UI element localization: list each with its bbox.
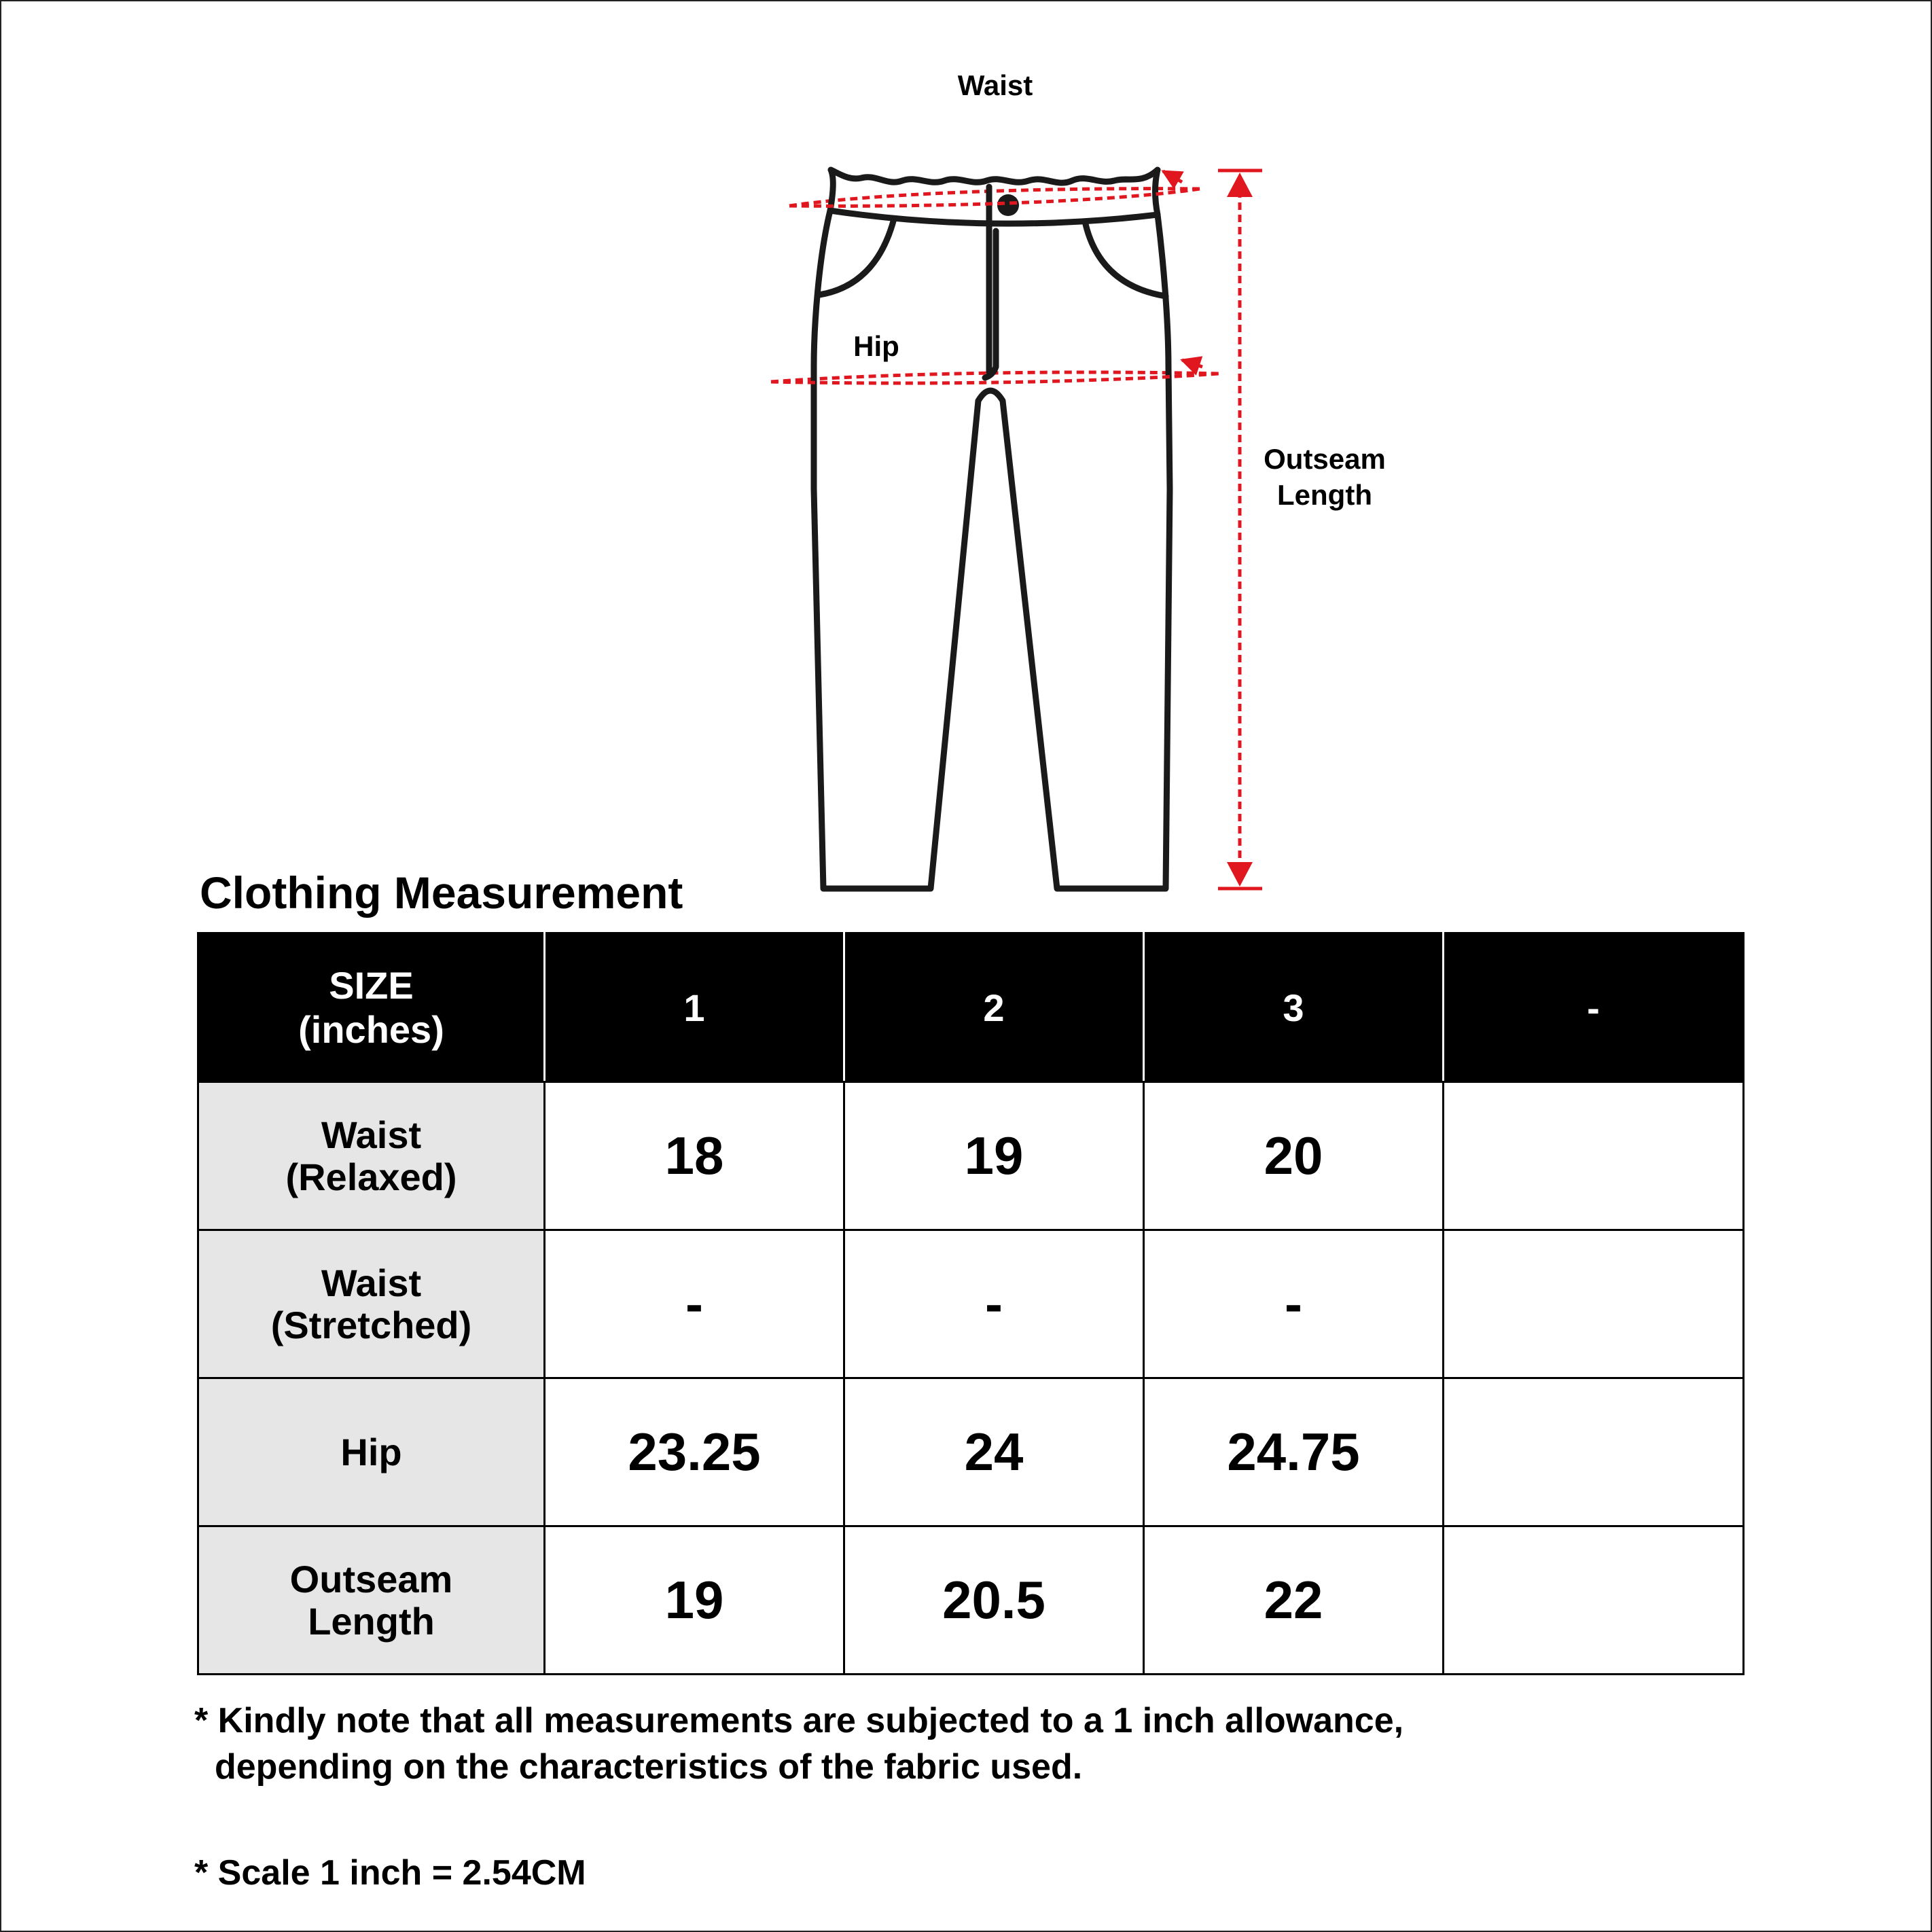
- table-row: [198, 1082, 1744, 1230]
- size-table: [197, 932, 1745, 1675]
- size-header-label-line2: (inches): [298, 1008, 444, 1051]
- table-cell: -: [1144, 1230, 1444, 1378]
- row-label-line2: (Stretched): [270, 1303, 472, 1346]
- right-pocket: [1086, 224, 1166, 296]
- row-label-line1: Outseam: [289, 1557, 453, 1600]
- row-label-line2: Length: [308, 1599, 435, 1643]
- table-row: [198, 1378, 1744, 1526]
- table-cell: 20.5: [844, 1526, 1144, 1675]
- table-cell: -: [844, 1230, 1144, 1378]
- left-pocket: [819, 219, 894, 295]
- table-cell: 18: [545, 1082, 844, 1230]
- section-title: Clothing Measurement: [200, 867, 683, 918]
- table-cell: 20: [1144, 1082, 1444, 1230]
- size-header-2: 2: [844, 933, 1144, 1082]
- row-label-outseam-length: [198, 1526, 545, 1675]
- table-cell: 19: [844, 1082, 1144, 1230]
- allowance-note-line1: * Kindly note that all measurements are subjected to a 1 inch allowance,: [194, 1701, 1404, 1740]
- button-icon: [997, 194, 1019, 216]
- table-cell: [1444, 1378, 1744, 1526]
- outseam-arrow: [1218, 171, 1262, 889]
- table-row: [198, 1230, 1744, 1378]
- row-label-line1: Waist: [321, 1261, 422, 1304]
- hip-diagram-label: Hip: [853, 330, 899, 362]
- scale-note: * Scale 1 inch = 2.54CM: [194, 1853, 586, 1893]
- pants-outline-icon: [814, 170, 1170, 889]
- table-cell: [1444, 1526, 1744, 1675]
- size-header-row: [198, 933, 1744, 1082]
- size-header-label: [198, 933, 545, 1082]
- row-label-hip: [198, 1378, 545, 1526]
- hip-ring-arrow-icon: [1182, 360, 1202, 367]
- table-row: [198, 1526, 1744, 1675]
- size-header-label-line1: SIZE: [329, 964, 414, 1007]
- table-cell: 24.75: [1144, 1378, 1444, 1526]
- row-label-waist-stretched: [198, 1230, 545, 1378]
- size-header-3: 3: [1144, 933, 1444, 1082]
- waist-ring-arrow-icon: [1163, 171, 1182, 182]
- table-cell: -: [545, 1230, 844, 1378]
- table-cell: 19: [545, 1526, 844, 1675]
- row-label-line1: Hip: [340, 1430, 402, 1473]
- outseam-diagram-label-line2: Length: [1277, 478, 1372, 511]
- size-header-1: 1: [545, 933, 844, 1082]
- table-cell: [1444, 1082, 1744, 1230]
- pants-diagram: [0, 0, 1932, 910]
- allowance-note: [194, 1698, 1403, 1790]
- table-cell: 24: [844, 1378, 1144, 1526]
- outseam-diagram-label-line1: Outseam: [1264, 443, 1386, 475]
- table-cell: [1444, 1230, 1744, 1378]
- outseam-diagram-label: [1236, 442, 1413, 513]
- row-label-line1: Waist: [321, 1113, 422, 1156]
- row-label-line2: (Relaxed): [285, 1155, 457, 1198]
- allowance-note-line2: depending on the characteristics of the fabric used.: [215, 1747, 1083, 1787]
- table-cell: 22: [1144, 1526, 1444, 1675]
- row-label-waist-relaxed: [198, 1082, 545, 1230]
- table-cell: 23.25: [545, 1378, 844, 1526]
- waist-diagram-label: Waist: [957, 69, 1033, 101]
- size-header-4: -: [1444, 933, 1744, 1082]
